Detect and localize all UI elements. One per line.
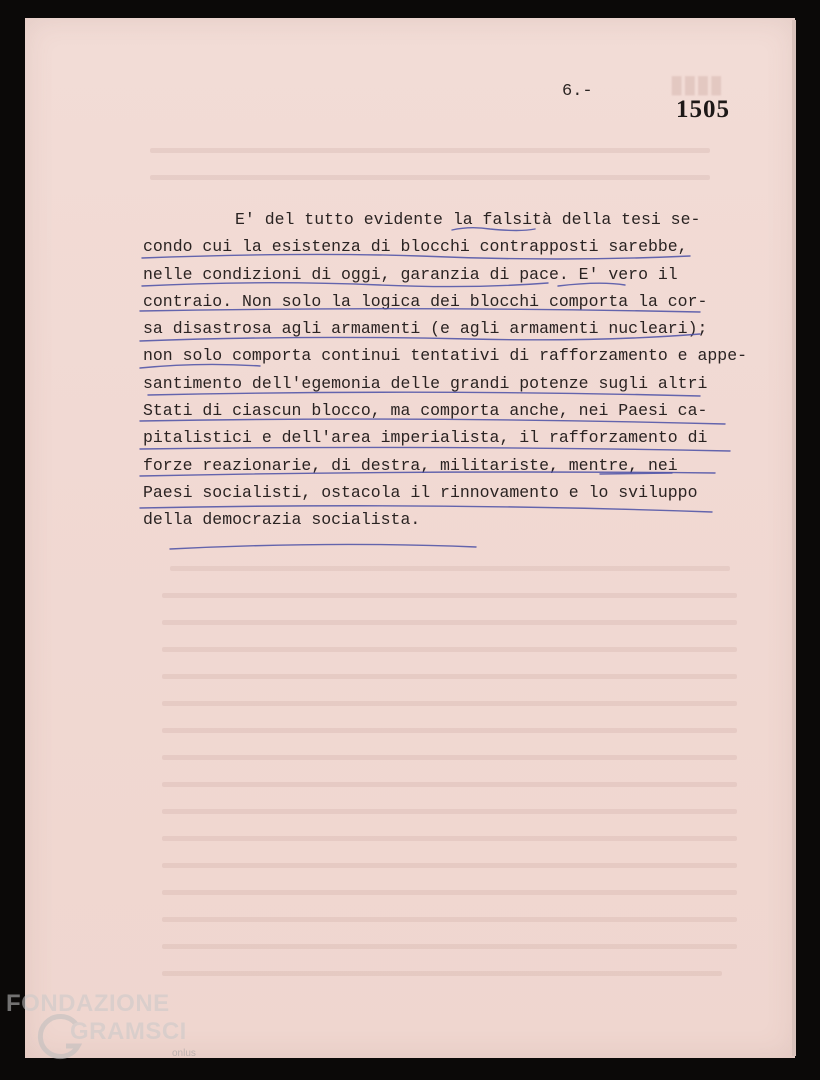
paragraph-line: sa disastrosa agli armamenti (e agli armamenti nucleari); <box>143 319 708 339</box>
paragraph-line: contraio. Non solo la logica dei blocchi comporta la cor- <box>143 291 708 311</box>
watermark-line-2: GRAMSCI <box>70 1018 187 1045</box>
paragraph-line: della democrazia socialista. <box>143 510 421 530</box>
paper-sheet <box>25 18 795 1058</box>
paragraph-line: forze reazionarie, di destra, militariste, mentre, nei <box>143 455 678 475</box>
paragraph-line: E' del tutto evidente la falsità della tesi se- <box>235 210 701 229</box>
typed-paragraph <box>143 206 763 534</box>
fondazione-gramsci-watermark <box>2 988 212 1068</box>
paper-edge <box>792 20 796 1056</box>
paragraph-line: Paesi socialisti, ostacola il rinnovamento e lo sviluppo <box>143 482 698 502</box>
watermark-line-1: FONDAZIONE <box>6 990 170 1017</box>
paragraph-line: non solo comporta continui tentativi di rafforzamento e appe- <box>143 346 747 366</box>
paragraph-line: pitalistici e dell'area imperialista, il rafforzamento di <box>143 428 708 448</box>
paragraph-line: nelle condizioni di oggi, garanzia di pace. E' vero il <box>143 264 678 284</box>
show-through-number: ▮▮▮▮ <box>670 72 723 98</box>
watermark-suffix: onlus <box>172 1048 196 1059</box>
paragraph-line: Stati di ciascun blocco, ma comporta anche, nei Paesi ca- <box>143 401 708 421</box>
archive-number: 1505 <box>676 96 730 123</box>
page-number: 6.- <box>562 82 593 101</box>
paragraph-line: santimento dell'egemonia delle grandi potenze sugli altri <box>143 373 708 393</box>
paragraph-line: condo cui la esistenza di blocchi contrapposti sarebbe, <box>143 237 688 257</box>
